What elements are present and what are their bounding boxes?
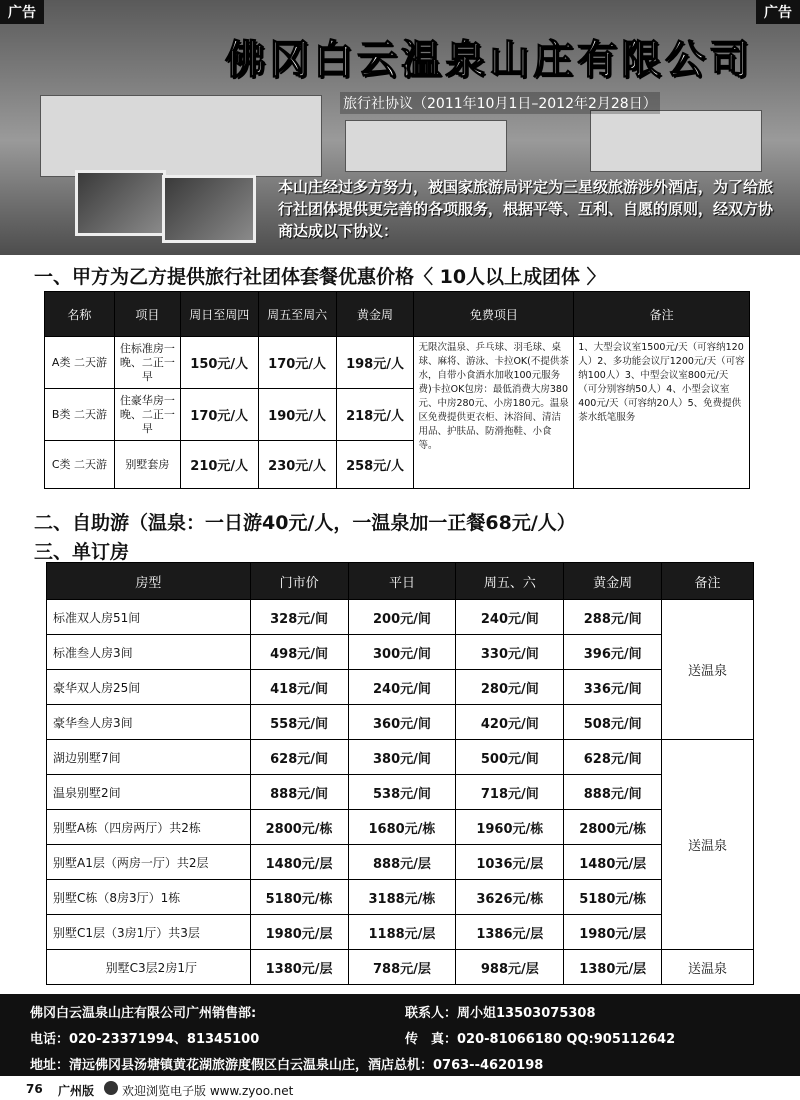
section3-title: 三、单订房 xyxy=(34,541,130,563)
price-weekday: 170元/人 xyxy=(180,389,258,441)
header-notes: 备注 xyxy=(574,292,750,337)
room-type: 别墅C栋（8房3厅）1栋 xyxy=(47,880,251,915)
fri-sat-price: 280元/间 xyxy=(456,670,564,705)
room-type: 别墅C3层2房1厅 xyxy=(47,950,251,985)
address: 地址：清远佛冈县汤塘镇黄花湖旅游度假区白云温泉山庄，酒店总机：0763--4620198 xyxy=(30,1058,544,1073)
group-package-table xyxy=(44,291,750,489)
weekday-price: 3188元/栋 xyxy=(348,880,456,915)
golden-price: 1480元/层 xyxy=(564,845,662,880)
welcome-text: 欢迎浏览电子版 www.zyoo.net xyxy=(122,1084,294,1098)
price-golden: 218元/人 xyxy=(336,389,414,441)
villa-illustration xyxy=(345,120,507,172)
room-type: 豪华叁人房3间 xyxy=(47,705,251,740)
weekday-price: 1188元/层 xyxy=(348,915,456,950)
table-row xyxy=(47,600,754,635)
room-type: 湖边别墅7间 xyxy=(47,740,251,775)
room-photo xyxy=(75,170,166,236)
fri-sat-price: 500元/间 xyxy=(456,740,564,775)
package-name: A类 二天游 xyxy=(45,337,115,389)
table-row xyxy=(47,880,754,915)
table-row xyxy=(47,670,754,705)
section1-title: 一、甲方为乙方提供旅行社团体套餐优惠价格〈 10人以上成团体 〉 xyxy=(34,266,606,288)
sales-office: 佛冈白云温泉山庄有限公司广州销售部: xyxy=(30,1006,257,1021)
weekday-price: 360元/间 xyxy=(348,705,456,740)
price-golden: 258元/人 xyxy=(336,441,414,489)
fri-sat-price: 330元/间 xyxy=(456,635,564,670)
header-weekday: 平日 xyxy=(348,563,456,600)
table-row xyxy=(47,950,754,985)
package-name: B类 二天游 xyxy=(45,389,115,441)
price-weekday: 150元/人 xyxy=(180,337,258,389)
price-weekday: 210元/人 xyxy=(180,441,258,489)
list-price: 5180元/栋 xyxy=(250,880,348,915)
contact-footer xyxy=(0,994,800,1076)
fri-sat-price: 1036元/层 xyxy=(456,845,564,880)
contact-person: 联系人：周小姐13503075308 xyxy=(405,1006,596,1021)
list-price: 888元/间 xyxy=(250,775,348,810)
ad-tag-right: 广告 xyxy=(756,0,800,24)
package-name: C类 二天游 xyxy=(45,441,115,489)
agreement-period: 旅行社协议（2011年10月1日–2012年2月28日） xyxy=(340,92,660,114)
header-free: 免费项目 xyxy=(414,292,574,337)
table-row xyxy=(47,740,754,775)
table-row xyxy=(47,775,754,810)
weekday-price: 788元/层 xyxy=(348,950,456,985)
list-price: 1980元/层 xyxy=(250,915,348,950)
section2-title: 二、自助游（温泉：一日游40元/人，一温泉加一正餐68元/人） xyxy=(34,512,576,534)
remark: 送温泉 xyxy=(662,740,754,950)
weekday-price: 240元/间 xyxy=(348,670,456,705)
price-weekend: 170元/人 xyxy=(258,337,336,389)
room-type: 标准叁人房3间 xyxy=(47,635,251,670)
golden-price: 1380元/层 xyxy=(564,950,662,985)
room-type: 别墅A1层（两房一厅）共2层 xyxy=(47,845,251,880)
price-weekend: 190元/人 xyxy=(258,389,336,441)
logo-icon xyxy=(104,1081,118,1095)
list-price: 1480元/层 xyxy=(250,845,348,880)
free-items: 无限次温泉、乒乓球、羽毛球、桌球、麻将、游泳、卡拉OK(不提供茶水，自带小食酒水加收100元服务费)卡拉OK包房：最低消费大房380元、中房280元、小房180元。温泉区免费提供更衣柜、沐浴间、清洁用品、护肤品、防滑拖鞋、小食等。 xyxy=(414,337,574,489)
golden-price: 628元/间 xyxy=(564,740,662,775)
table-row xyxy=(47,915,754,950)
list-price: 558元/间 xyxy=(250,705,348,740)
header-golden: 黄金周 xyxy=(564,563,662,600)
fri-sat-price: 420元/间 xyxy=(456,705,564,740)
package-item: 住标准房一晚、二正一早 xyxy=(114,337,180,389)
company-title: 佛冈白云温泉山庄有限公司 xyxy=(225,36,753,83)
golden-price: 1980元/层 xyxy=(564,915,662,950)
table-row xyxy=(45,337,750,389)
ad-tag-left: 广告 xyxy=(0,0,44,24)
phone: 电话：020-23371994、81345100 xyxy=(30,1032,260,1047)
list-price: 628元/间 xyxy=(250,740,348,775)
golden-price: 336元/间 xyxy=(564,670,662,705)
golden-price: 888元/间 xyxy=(564,775,662,810)
weekday-price: 380元/间 xyxy=(348,740,456,775)
fri-sat-price: 1386元/层 xyxy=(456,915,564,950)
list-price: 1380元/层 xyxy=(250,950,348,985)
weekday-price: 888元/层 xyxy=(348,845,456,880)
room-type: 豪华双人房25间 xyxy=(47,670,251,705)
fri-sat-price: 988元/层 xyxy=(456,950,564,985)
header-room-type: 房型 xyxy=(47,563,251,600)
package-item: 住豪华房一晚、二正一早 xyxy=(114,389,180,441)
pool-photo xyxy=(162,175,256,243)
fri-sat-price: 718元/间 xyxy=(456,775,564,810)
header-weekend: 周五至周六 xyxy=(258,292,336,337)
weekday-price: 538元/间 xyxy=(348,775,456,810)
header-item: 项目 xyxy=(114,292,180,337)
header-name: 名称 xyxy=(45,292,115,337)
room-type: 别墅C1层（3房1厅）共3层 xyxy=(47,915,251,950)
header-remark: 备注 xyxy=(662,563,754,600)
golden-price: 396元/间 xyxy=(564,635,662,670)
notes: 1、大型会议室1500元/天（可容纳120人）2、多功能会议厅1200元/天（可容纳100人）3、中型会议室800元/天（可分别容纳50人）4、小型会议室400元/天（可容纳20人）5、免费提供茶水纸笔服务 xyxy=(574,337,750,489)
room-type: 温泉别墅2间 xyxy=(47,775,251,810)
hero-banner xyxy=(0,0,800,255)
page-number: 76 xyxy=(26,1082,43,1096)
list-price: 2800元/栋 xyxy=(250,810,348,845)
table-row xyxy=(47,705,754,740)
header-fri-sat: 周五、六 xyxy=(456,563,564,600)
list-price: 328元/间 xyxy=(250,600,348,635)
room-type: 标准双人房51间 xyxy=(47,600,251,635)
weekday-price: 1680元/栋 xyxy=(348,810,456,845)
remark: 送温泉 xyxy=(662,950,754,985)
room-rate-table xyxy=(46,562,754,985)
fax-qq: 传 真：020-81066180 QQ:905112642 xyxy=(405,1032,676,1047)
table-row xyxy=(47,810,754,845)
golden-price: 5180元/栋 xyxy=(564,880,662,915)
table-row xyxy=(47,845,754,880)
golden-price: 288元/间 xyxy=(564,600,662,635)
list-price: 498元/间 xyxy=(250,635,348,670)
price-golden: 198元/人 xyxy=(336,337,414,389)
weekday-price: 200元/间 xyxy=(348,600,456,635)
list-price: 418元/间 xyxy=(250,670,348,705)
weekday-price: 300元/间 xyxy=(348,635,456,670)
villa-illustration xyxy=(590,110,762,172)
table-row xyxy=(47,635,754,670)
villa-illustration xyxy=(40,95,322,177)
intro-text: 本山庄经过多方努力，被国家旅游局评定为三星级旅游涉外酒店，为了给旅行社团体提供更完善的各项服务，根据平等、互利、自愿的原则，经双方协商达成以下协议： xyxy=(278,178,774,240)
golden-price: 2800元/栋 xyxy=(564,810,662,845)
price-weekend: 230元/人 xyxy=(258,441,336,489)
remark: 送温泉 xyxy=(662,600,754,740)
edition: 广州版 xyxy=(58,1084,95,1098)
header-weekday: 周日至周四 xyxy=(180,292,258,337)
page-footer xyxy=(0,1080,800,1100)
fri-sat-price: 240元/间 xyxy=(456,600,564,635)
package-item: 别墅套房 xyxy=(114,441,180,489)
room-type: 别墅A栋（四房两厅）共2栋 xyxy=(47,810,251,845)
header-list-price: 门市价 xyxy=(250,563,348,600)
fri-sat-price: 1960元/栋 xyxy=(456,810,564,845)
header-golden: 黄金周 xyxy=(336,292,414,337)
fri-sat-price: 3626元/栋 xyxy=(456,880,564,915)
golden-price: 508元/间 xyxy=(564,705,662,740)
